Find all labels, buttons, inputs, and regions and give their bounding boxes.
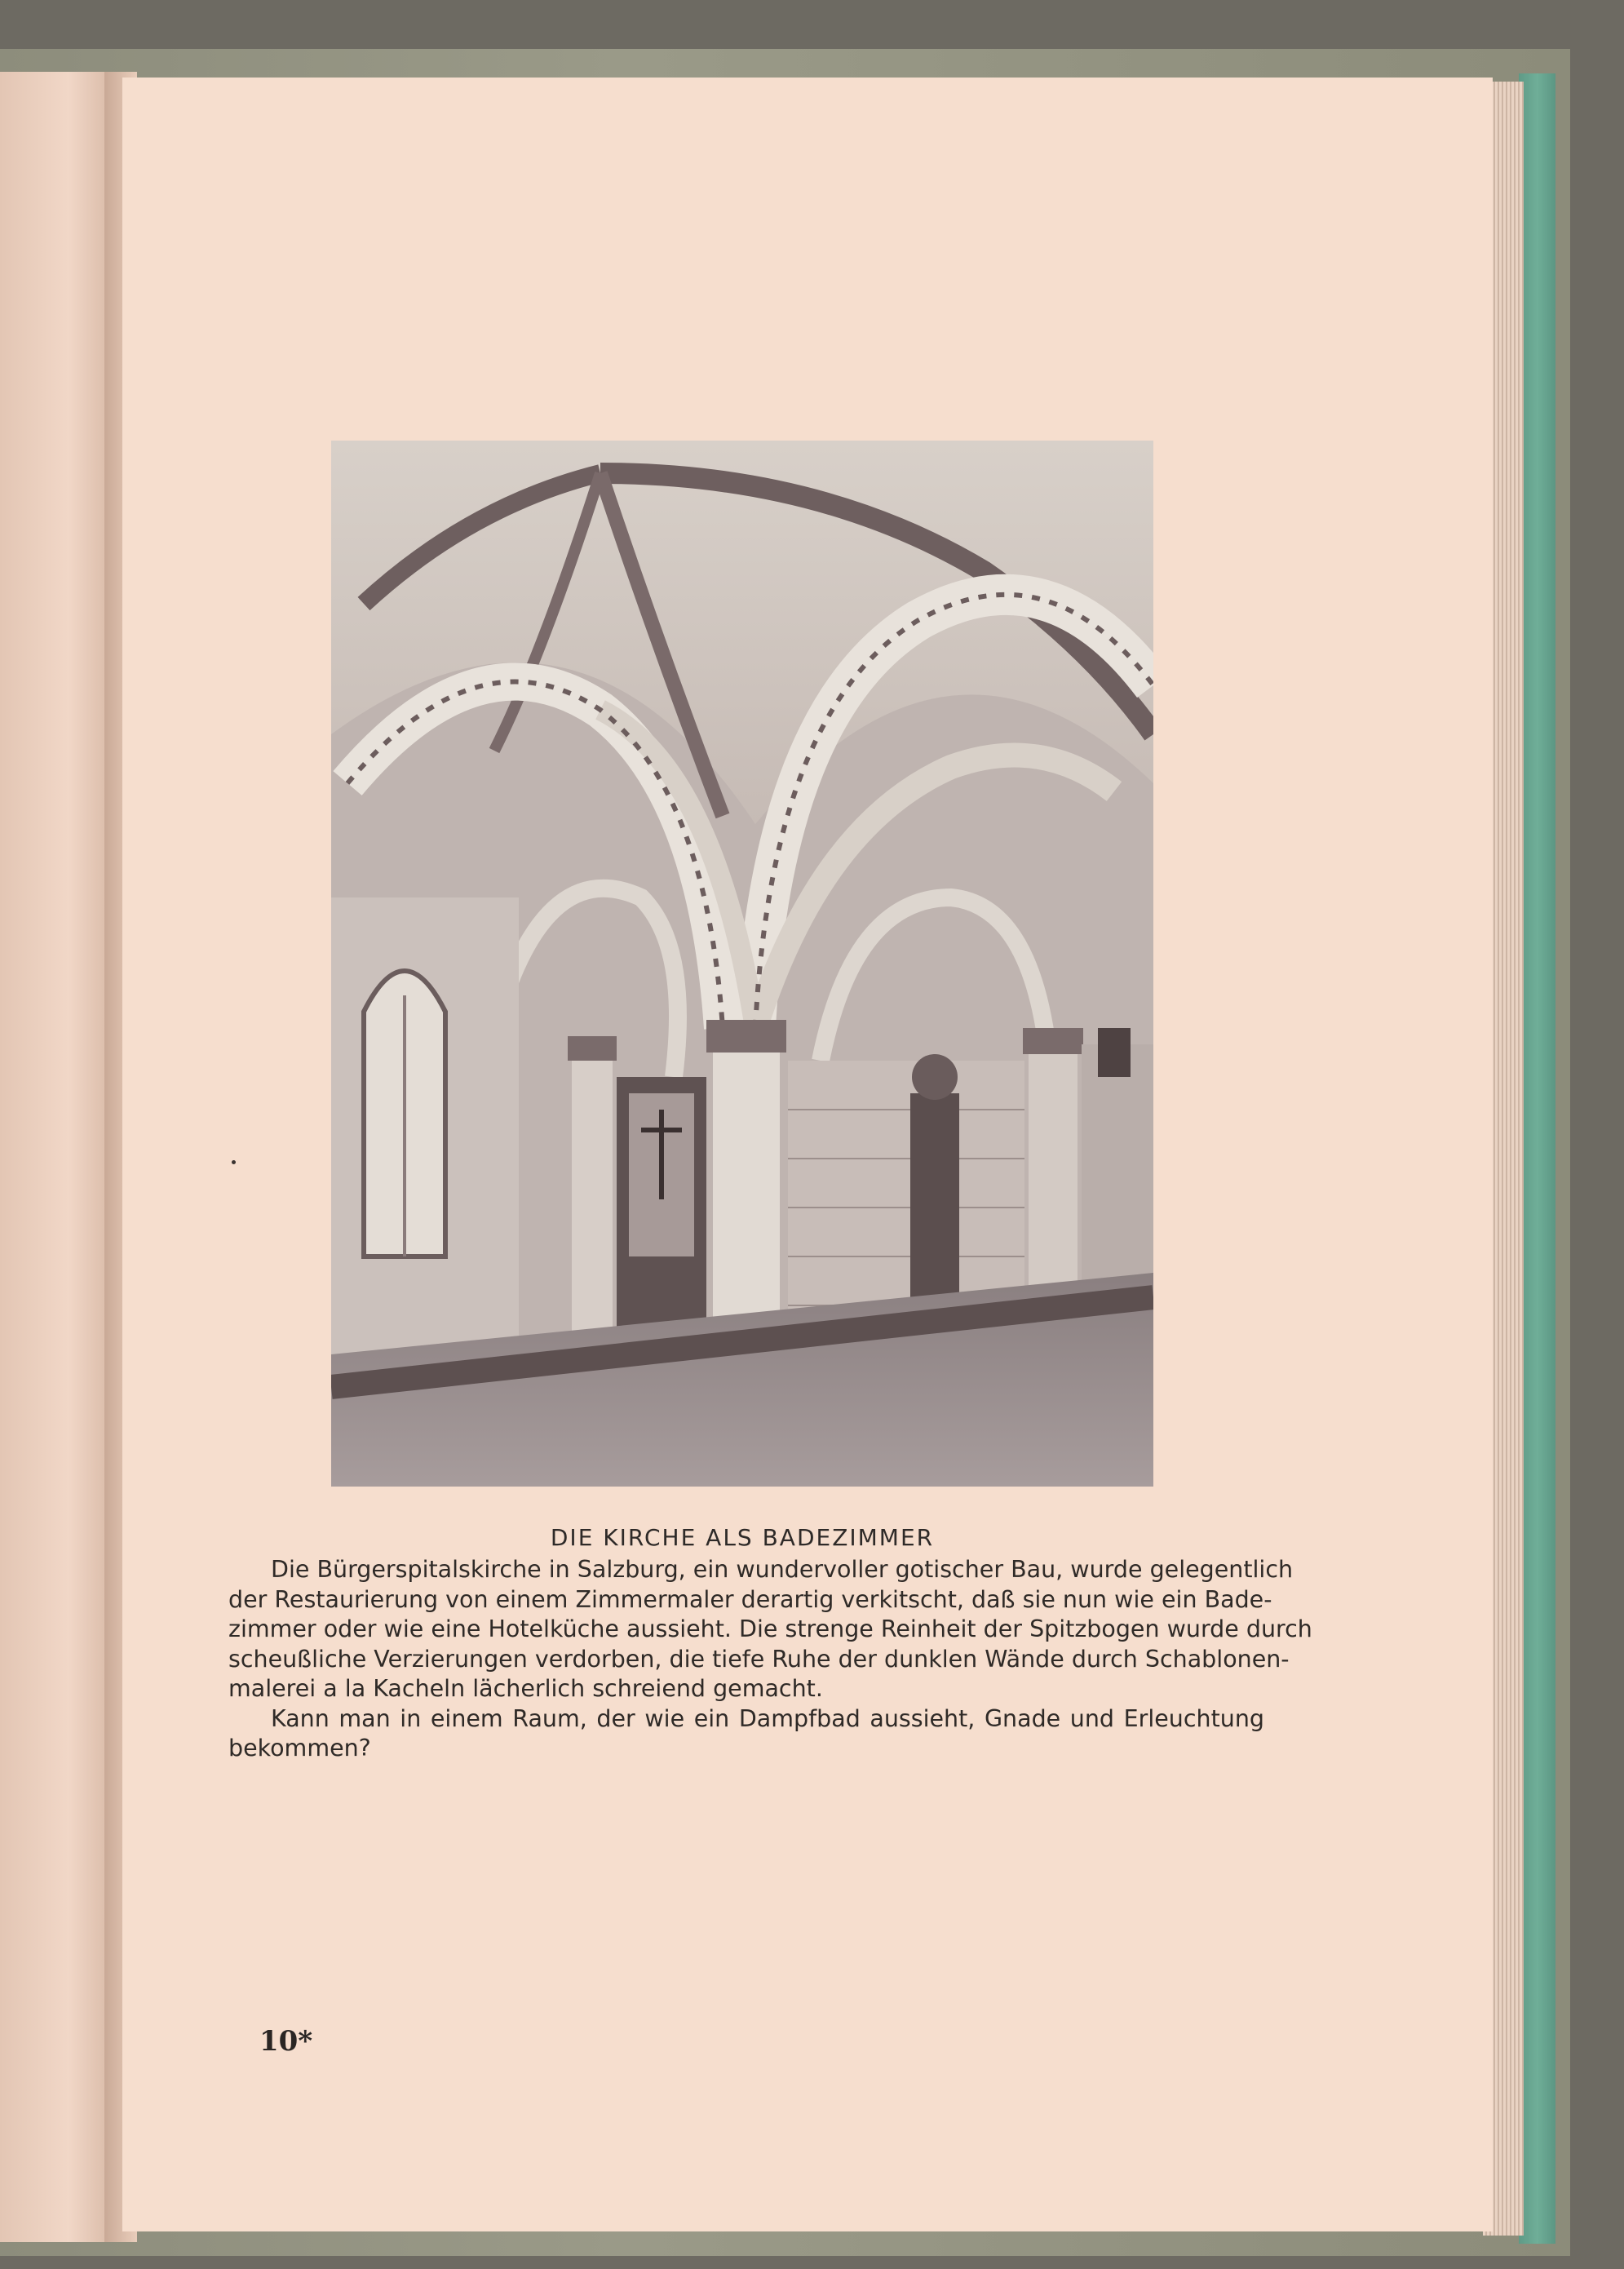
body-text — [228, 1555, 1312, 1764]
text-line: Kann man in einem Raum, der wie ein Dampfbad aussieht, Gnade und Erleuchtung — [271, 1704, 1264, 1732]
page-number: 10* — [259, 2025, 313, 2058]
text-line: der Restaurierung von einem Zimmermaler derartig verkitscht, daß sie nun wie ein Bade- — [228, 1585, 1272, 1613]
text-line: zimmer oder wie eine Hotelküche aussieht. Die strenge Reinheit der Spitzbogen wurde durch — [228, 1615, 1312, 1642]
left-page — [0, 72, 114, 2242]
text-line: malerei a la Kacheln lächerlich schreiend gemacht. — [228, 1675, 823, 1702]
text-line: Die Bürgerspitalskirche in Salzburg, ein wundervoller gotischer Bau, wurde gelegentlich — [271, 1556, 1294, 1583]
church-photo — [331, 441, 1153, 1487]
text-line: bekommen? — [228, 1735, 371, 1762]
photo-caption: DIE KIRCHE ALS BADEZIMMER — [550, 1524, 935, 1551]
ink-speck — [232, 1160, 236, 1164]
church-interior-illustration — [331, 441, 1153, 1487]
text-line: scheußliche Verzierungen verdorben, die tiefe Ruhe der dunklen Wände durch Schablonen- — [228, 1645, 1290, 1673]
cover-spine-edge — [1519, 73, 1555, 2244]
